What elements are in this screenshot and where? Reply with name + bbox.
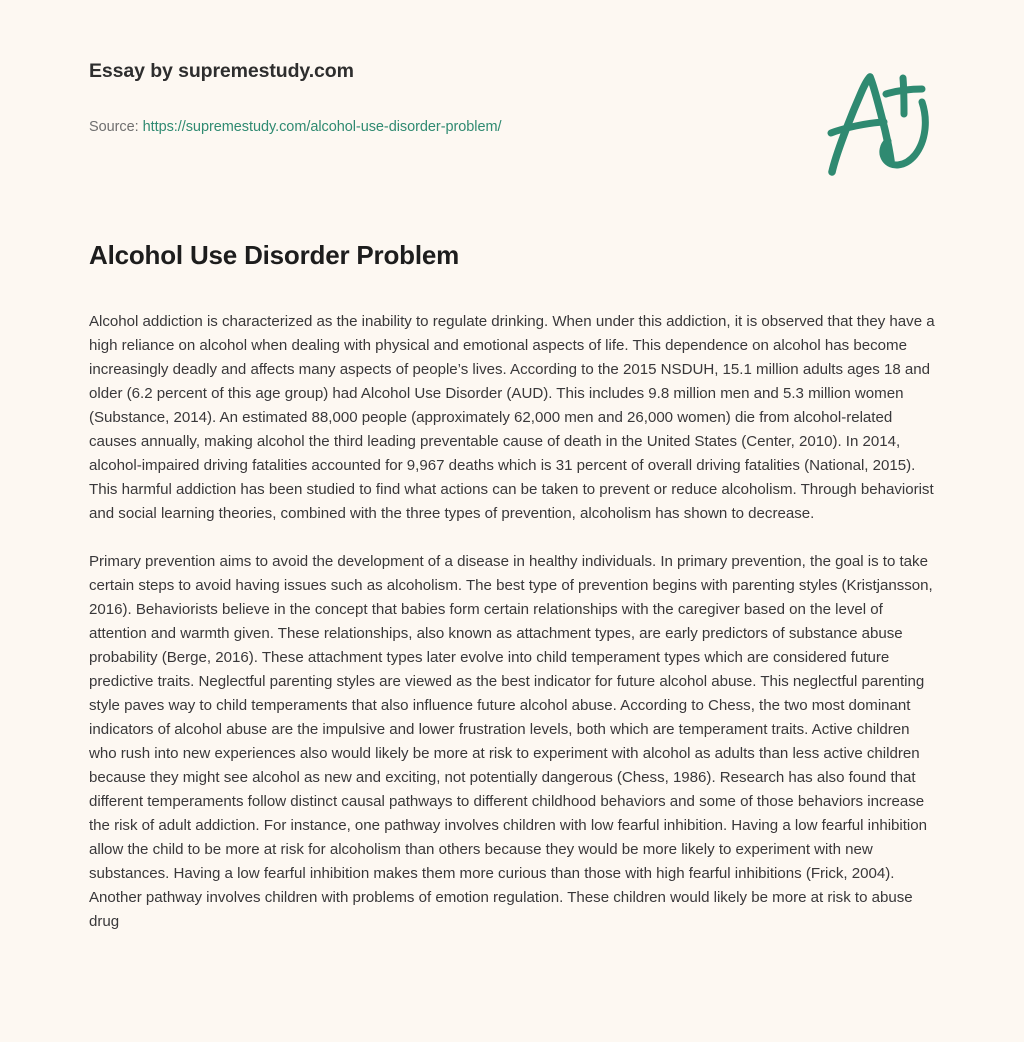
page-title: Alcohol Use Disorder Problem [89,240,460,270]
paragraph: Primary prevention aims to avoid the development of a disease in healthy individuals. In primary prevention, the goal is to take certain steps to avoid having issues such as alcoholism. The best type of prevention begins with parenting styles (Kristjansson, 2016). Behaviorists believe in the concept that babies form certain relationships with the caregiver based on the level of attention and warmth given. These relationships, also known as attachment types, are early predictors of substance abuse probability (Berge, 2016). These attachment types later evolve into child temperament types which are considered future predictive traits. Neglectful parenting styles are viewed as the best indicator for future alcohol abuse. This neglectful parenting style paves way to child temperaments that also influence future alcohol abuse. According to Chess, the two most dominant indicators of alcohol abuse are the impulsive and lower frustration levels, both which are temperament traits. Active children who rush into new experiences also would likely be more at risk to experiment with alcohol as adults than less active children because they might see alcohol as new and exciting, not potentially dangerous (Chess, 1986). Research has also found that different temperaments follow distinct causal pathways to different childhood behaviors and some of those behaviors increase the risk of adult addiction. For instance, one pathway involves children with low fearful inhibition. Having a low fearful inhibition allow the child to be more at risk for alcoholism than others because they would be more likely to experiment with new substances. Having a low fearful inhibition makes them more curious than those with high fearful inhibitions (Frick, 2004). Another pathway involves children with problems of emotion regulation. These children would likely be more at risk to abuse drug [89,553,933,930]
a-plus-logo-icon [812,62,944,178]
source-line [89,119,502,135]
page-header [0,0,1024,200]
byline: Essay by supremestudy.com [89,60,354,82]
article-body [89,310,937,934]
paragraph: Alcohol addiction is characterized as the inability to regulate drinking. When under this addiction, it is observed that they have a high reliance on alcohol when dealing with physical and emotional aspects of life. This dependence on alcohol has become increasingly deadly and affects many aspects of people’s lives. According to the 2015 NSDUH, 15.1 million adults ages 18 and older (6.2 percent of this age group) had Alcohol Use Disorder (AUD). This includes 9.8 million men and 5.3 million women (Substance, 2014). An estimated 88,000 people (approximately 62,000 men and 26,000 women) die from alcohol-related causes annually, making alcohol the third leading preventable cause of death in the United States (Center, 2010). In 2014, alcohol-impaired driving fatalities accounted for 9,967 deaths which is 31 percent of overall driving fatalities (National, 2015). This harmful addiction has been studied to find what actions can be taken to prevent or reduce alcoholism. Through behaviorist and social learning theories, combined with the three types of prevention, alcoholism has shown to decrease. [89,313,935,522]
article [89,238,937,934]
source-url-link[interactable]: https://supremestudy.com/alcohol-use-disorder-problem/ [142,119,502,135]
source-label: Source: [89,119,139,135]
